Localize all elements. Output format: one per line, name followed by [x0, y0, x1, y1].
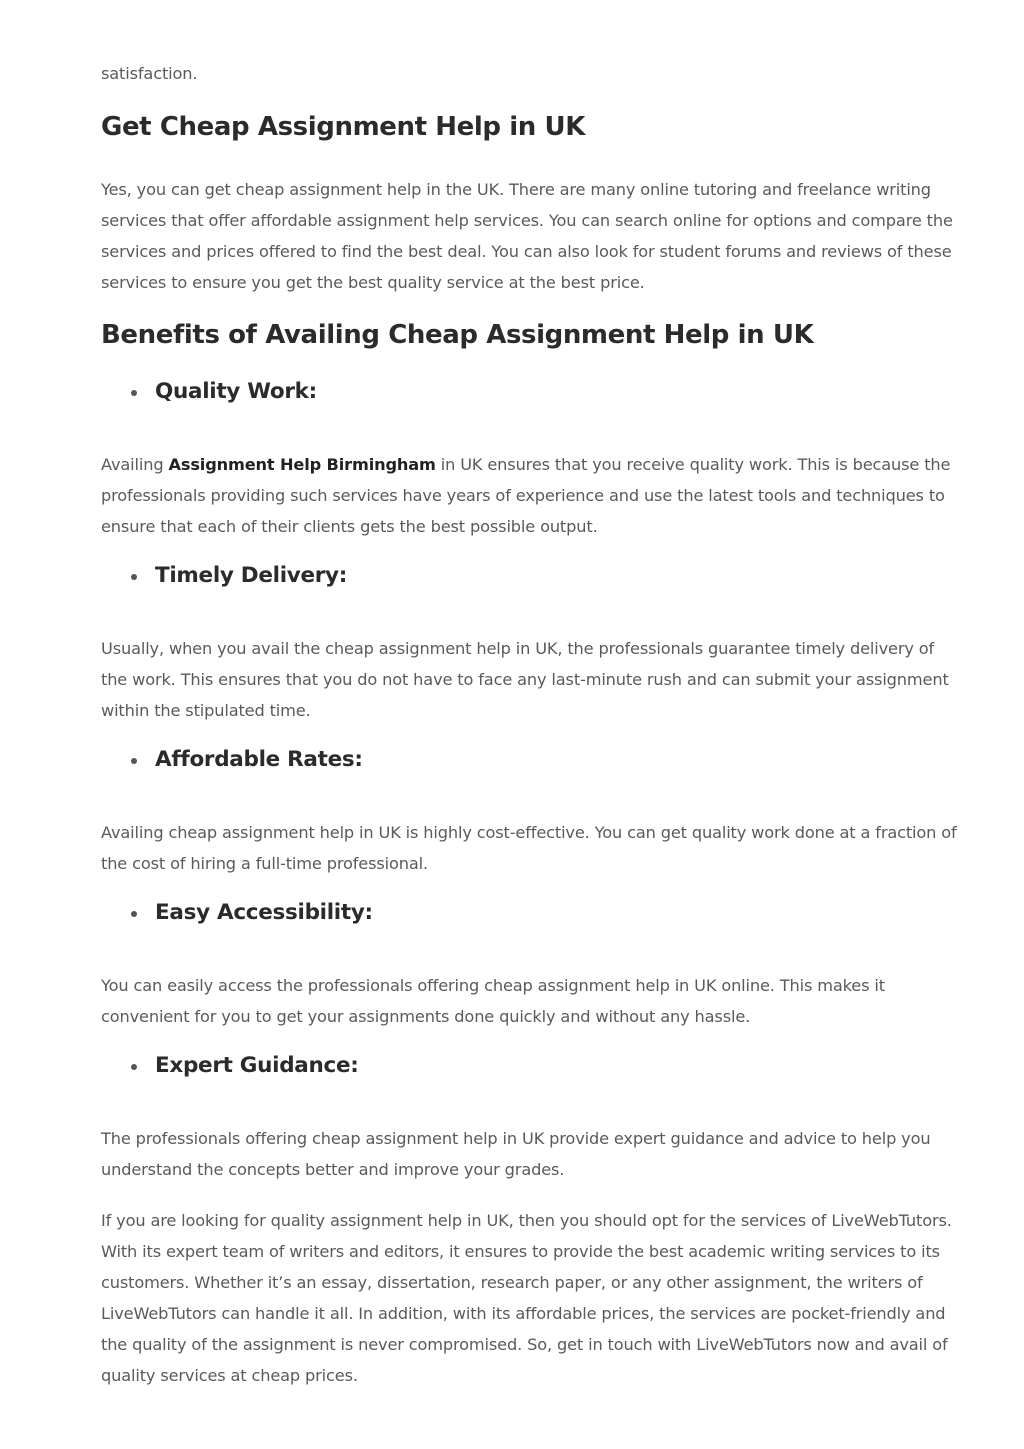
section-paragraph-get-cheap-help: Yes, you can get cheap assignment help in the UK. There are many online tutoring and freelance writing services that offer affordable assignment help services. You can search online for options and compare the services and prices offered to find the best deal. You can also look for student forums and reviews of these services to ensure you get the best quality service at the best price. [101, 180, 953, 292]
bullet-dot-icon [131, 758, 137, 764]
benefit-paragraph-timely-delivery: Usually, when you avail the cheap assignment help in UK, the professionals guarantee timely delivery of the work. This ensures that you do not have to face any last-minute rush and can submit your assignment within the stipulated time. [101, 639, 949, 720]
benefit-paragraph-quality-work [101, 449, 961, 542]
closing-paragraph: If you are looking for quality assignment help in UK, then you should opt for the services of LiveWebTutors. With its expert team of writers and editors, it ensures to provide the best academic writing services to its customers. Whether it’s an essay, dissertation, research paper, or any other assignment, the writers of LiveWebTutors can handle it all. In addition, with its affordable prices, the services are pocket-friendly and the quality of the assignment is never compromised. So, get in touch with LiveWebTutors now and avail of quality services at cheap prices. [101, 1211, 952, 1385]
benefit-heading-timely-delivery [101, 561, 961, 591]
benefit-paragraph-affordable-rates: Availing cheap assignment help in UK is highly cost-effective. You can get quality work done at a fraction of the cost of hiring a full-time professional. [101, 823, 957, 873]
benefit-heading-affordable-rates [101, 745, 961, 775]
benefit-title: Timely Delivery: [155, 563, 348, 588]
benefit-title: Expert Guidance: [155, 1053, 359, 1078]
bullet-dot-icon [131, 911, 137, 917]
benefit-title: Affordable Rates: [155, 747, 363, 772]
benefit-heading-easy-accessibility [101, 898, 961, 928]
section-heading-benefits: Benefits of Availing Cheap Assignment Help in UK [101, 320, 814, 350]
bullet-dot-icon [131, 1064, 137, 1070]
article-body [101, 58, 961, 1391]
benefit-heading-quality-work [101, 377, 961, 407]
bullet-dot-icon [131, 390, 137, 396]
benefit-title: Easy Accessibility: [155, 900, 373, 925]
bullet-dot-icon [131, 574, 137, 580]
benefit-paragraph-expert-guidance: The professionals offering cheap assignment help in UK provide expert guidance and advice to help you understand the concepts better and improve your grades. [101, 1129, 931, 1179]
section-heading-get-cheap-help: Get Cheap Assignment Help in UK [101, 112, 586, 142]
benefit-title: Quality Work: [155, 379, 317, 404]
benefit-paragraph-easy-accessibility: You can easily access the professionals offering cheap assignment help in UK online. This makes it convenient for you to get your assignments done quickly and without any hassle. [101, 976, 885, 1026]
intro-tail-text: satisfaction. [101, 64, 198, 83]
benefit-text-lead: Availing [101, 455, 169, 474]
keyword-assignment-help-birmingham: Assignment Help Birmingham [168, 455, 436, 474]
benefit-heading-expert-guidance [101, 1051, 961, 1081]
benefit-text-rest: in UK ensures that you receive quality work. This is because the professionals providing such services have years of experience and use the latest tools and techniques to ensure that each of their clients gets the best possible output. [101, 455, 951, 536]
